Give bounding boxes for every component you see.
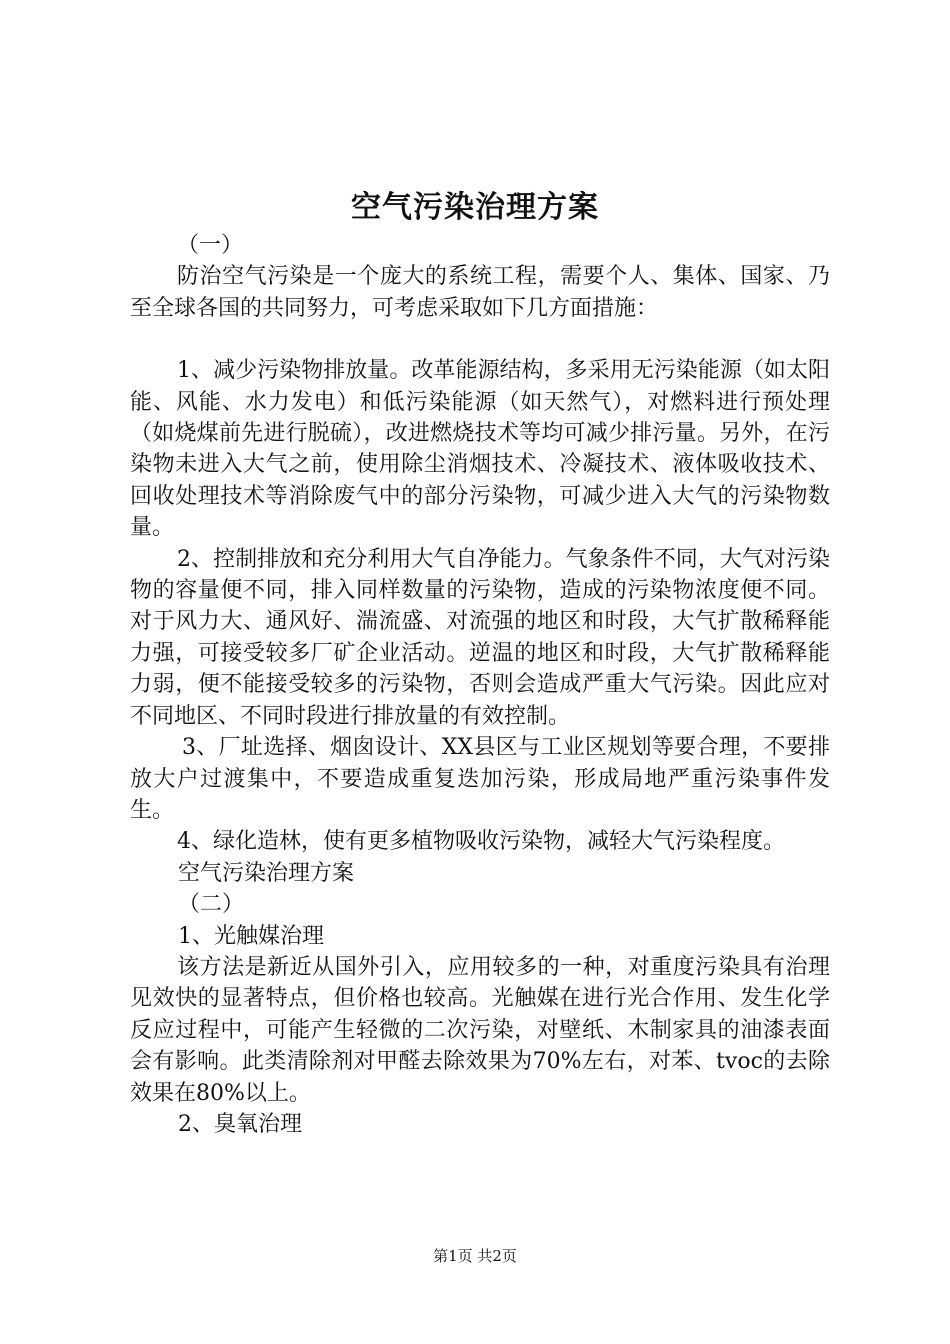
method-heading-1: 1、光触媒治理 <box>178 923 324 949</box>
measure-paragraph-1: 1、减少污染物排放量。改革能源结构，多采用无污染能源（如太阳能、风能、水力发电）和低污染能源（如天然气），对燃料进行预处理（如烧煤前先进行脱硫），改进燃烧技术等均可减少排污量。另外，在污染物未进入大气之前，使用除尘消烟技术、冷凝技术、液体吸收技术、回收处理技术等消除废气中的部分污染物，可减少进入大气的污染物数量。 <box>130 358 830 541</box>
document-body <box>130 230 830 1140</box>
section-label-two: （二） <box>178 892 245 918</box>
intro-paragraph: 防治空气污染是一个庞大的系统工程，需要个人、集体、国家、乃至全球各国的共同努力，可考虑采取如下几方面措施： <box>130 264 830 321</box>
measure-paragraph-2: 2、控制排放和充分利用大气自净能力。气象条件不同，大气对污染物的容量便不同，排入同样数量的污染物，造成的污染物浓度便不同。对于风力大、通风好、湍流盛、对流强的地区和时段，大气扩散稀释能力强，可接受较多厂矿企业活动。逆温的地区和时段，大气扩散稀释能力弱，便不能接受较多的污染物，否则会造成严重大气污染。因此应对不同地区、不同时段进行排放量的有效控制。 <box>130 546 830 729</box>
method-heading-2: 2、臭氧治理 <box>178 1111 302 1137</box>
measure-paragraph-3: 3、厂址选择、烟囱设计、XX县区与工业区规划等要合理，不要排放大户过渡集中，不要造成重复迭加污染，形成局地严重污染事件发生。 <box>130 735 830 823</box>
section-label-one: （一） <box>177 233 244 258</box>
measure-paragraph-4: 4、绿化造林，使有更多植物吸收污染物，减轻大气污染程度。 <box>177 829 785 855</box>
method-paragraph-1: 该方法是新近从国外引入，应用较多的一种，对重度污染具有治理见效快的显著特点，但价格也较高。光触媒在进行光合作用、发生化学反应过程中，可能产生轻微的二次污染，对壁纸、木制家具的油漆表面会有影响。此类清除剂对甲醛去除效果为70%左右，对苯、tvoc的去除效果在80%以上。 <box>130 954 830 1106</box>
document-title: 空气污染治理方案 <box>351 190 599 225</box>
page-footer: 第1页 共2页 <box>433 1247 517 1265</box>
blank-line <box>130 324 830 355</box>
repeated-title: 空气污染治理方案 <box>178 860 355 886</box>
